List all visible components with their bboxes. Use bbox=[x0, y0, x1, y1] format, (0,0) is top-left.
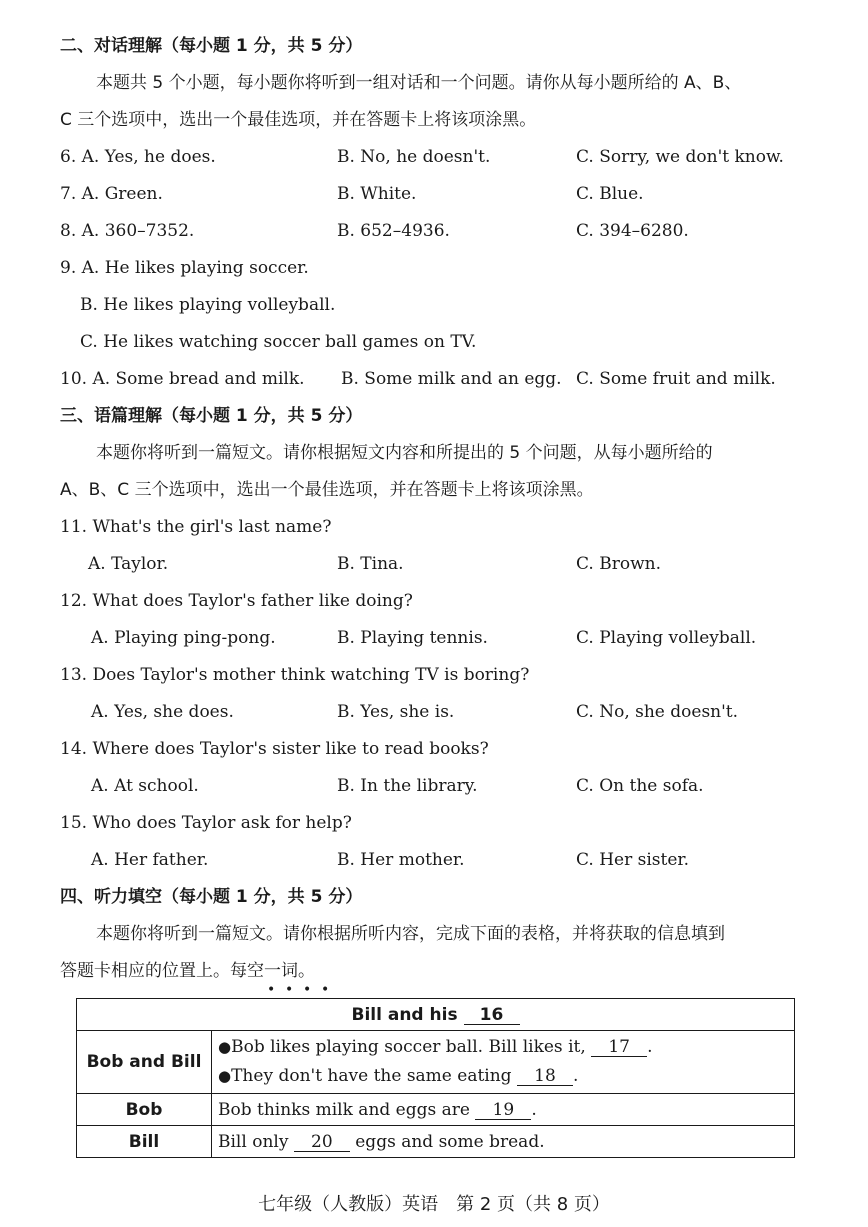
q10-option-b: B. Some milk and an egg. bbox=[341, 369, 562, 389]
q13-option-a: A. Yes, she does. bbox=[91, 702, 234, 722]
q12-option-a: A. Playing ping-pong. bbox=[91, 628, 276, 648]
q7-option-c: C. Blue. bbox=[576, 184, 644, 204]
line-text: eggs and some bread. bbox=[355, 1131, 545, 1152]
q13-option-c: C. No, she doesn't. bbox=[576, 702, 739, 722]
q14-option-c: C. On the sofa. bbox=[576, 776, 704, 796]
q14-stem: 14. Where does Taylor's sister like to read books? bbox=[60, 739, 489, 759]
row-cell-bill bbox=[212, 1126, 795, 1158]
section-2-instruction-line-1: 本题共 5 个小题，每小题你将听到一组对话和一个问题。请你从每小题所给的 A、B、 bbox=[96, 73, 742, 93]
row-head-bob: Bob bbox=[77, 1094, 212, 1126]
q15-option-a: A. Her father. bbox=[91, 850, 209, 870]
emphasis-dot: • bbox=[285, 982, 294, 998]
blank-16: 16 bbox=[464, 1006, 520, 1025]
bullet-line-2 bbox=[218, 1062, 788, 1091]
section-3-heading: 三、语篇理解（每小题 1 分，共 5 分） bbox=[60, 406, 363, 426]
table-title-text: Bill and his bbox=[351, 1004, 458, 1025]
q12-option-c: C. Playing volleyball. bbox=[576, 628, 757, 648]
blank-17: 17 bbox=[591, 1038, 647, 1057]
line-end: . bbox=[572, 1066, 579, 1086]
table-title-row bbox=[77, 999, 795, 1031]
q9-option-a: 9. A. He likes playing soccer. bbox=[60, 258, 309, 278]
q10-option-c: C. Some fruit and milk. bbox=[576, 369, 776, 389]
section-4-heading: 四、听力填空（每小题 1 分，共 5 分） bbox=[60, 887, 363, 907]
q11-option-c: C. Brown. bbox=[576, 554, 661, 574]
instr-text: 答题卡相应的位置上。 bbox=[60, 961, 230, 981]
q12-option-b: B. Playing tennis. bbox=[337, 628, 488, 648]
blank-19: 19 bbox=[475, 1101, 531, 1120]
q7-option-b: B. White. bbox=[337, 184, 417, 204]
q15-stem: 15. Who does Taylor ask for help? bbox=[60, 813, 352, 833]
line-text: Bob likes playing soccer ball. Bill likes it, bbox=[231, 1037, 586, 1057]
page-footer: 七年级（人教版）英语 第 2 页（共 8 页） bbox=[258, 1194, 610, 1215]
q11-option-b: B. Tina. bbox=[337, 554, 404, 574]
q11-option-a: A. Taylor. bbox=[88, 554, 169, 574]
q10-option-a: 10. A. Some bread and milk. bbox=[60, 369, 305, 389]
q13-option-b: B. Yes, she is. bbox=[337, 702, 455, 722]
blank-20: 20 bbox=[294, 1133, 350, 1152]
line-end: . bbox=[647, 1037, 653, 1057]
q11-stem: 11. What's the girl's last name? bbox=[60, 517, 332, 537]
section-4-instruction-line-2 bbox=[60, 960, 315, 982]
emphasis-dot: • bbox=[321, 982, 330, 998]
blank-18: 18 bbox=[517, 1067, 573, 1086]
q14-option-a: A. At school. bbox=[91, 776, 199, 796]
q14-option-b: B. In the library. bbox=[337, 776, 478, 796]
q9-option-c: C. He likes watching soccer ball games on TV. bbox=[80, 332, 477, 352]
bullet-icon: ● bbox=[218, 1038, 232, 1056]
emphasis-text: 每空一词 bbox=[230, 961, 298, 981]
q12-stem: 12. What does Taylor's father like doing? bbox=[60, 591, 413, 611]
q6-option-c: C. Sorry, we don't know. bbox=[576, 147, 784, 167]
bullet-line-1 bbox=[218, 1033, 788, 1062]
q8-option-a: 8. A. 360–7352. bbox=[60, 221, 195, 241]
q8-option-c: C. 394–6280. bbox=[576, 221, 689, 241]
table-row bbox=[77, 1094, 795, 1126]
instr-period: 。 bbox=[298, 961, 315, 981]
q15-option-b: B. Her mother. bbox=[337, 850, 465, 870]
q6-option-a: 6. A. Yes, he does. bbox=[60, 147, 216, 167]
q7-option-a: 7. A. Green. bbox=[60, 184, 163, 204]
table-row bbox=[77, 1126, 795, 1158]
table-row bbox=[77, 1031, 795, 1094]
row-head-bill: Bill bbox=[77, 1126, 212, 1158]
q6-option-b: B. No, he doesn't. bbox=[337, 147, 491, 167]
section-2-heading: 二、对话理解（每小题 1 分，共 5 分） bbox=[60, 36, 363, 56]
table-title bbox=[77, 999, 795, 1031]
section-4-instruction-line-1: 本题你将听到一篇短文。请你根据所听内容，完成下面的表格，并将获取的信息填到 bbox=[96, 924, 725, 944]
line-end: . bbox=[531, 1099, 537, 1120]
section-3-instruction-line-1: 本题你将听到一篇短文。请你根据短文内容和所提出的 5 个问题，从每小题所给的 bbox=[96, 443, 713, 463]
fill-in-table bbox=[76, 998, 795, 1158]
q8-option-b: B. 652–4936. bbox=[337, 221, 450, 241]
line-text: They don't have the same eating bbox=[231, 1066, 512, 1086]
q13-stem: 13. Does Taylor's mother think watching TV is boring? bbox=[60, 665, 530, 685]
row-cell-bob bbox=[212, 1094, 795, 1126]
row-cell-bob-and-bill bbox=[212, 1031, 795, 1094]
section-3-instruction-line-2: A、B、C 三个选项中，选出一个最佳选项，并在答题卡上将该项涂黑。 bbox=[60, 480, 594, 500]
section-2-instruction-line-2: C 三个选项中，选出一个最佳选项，并在答题卡上将该项涂黑。 bbox=[60, 110, 537, 130]
bullet-icon: ● bbox=[218, 1067, 232, 1085]
q15-option-c: C. Her sister. bbox=[576, 850, 690, 870]
line-text: Bill only bbox=[218, 1131, 289, 1152]
row-head-bob-and-bill: Bob and Bill bbox=[77, 1031, 212, 1094]
line-text: Bob thinks milk and eggs are bbox=[218, 1099, 470, 1120]
emphasis-dot: • bbox=[267, 982, 276, 998]
q9-option-b: B. He likes playing volleyball. bbox=[80, 295, 336, 315]
emphasis-dot: • bbox=[303, 982, 312, 998]
